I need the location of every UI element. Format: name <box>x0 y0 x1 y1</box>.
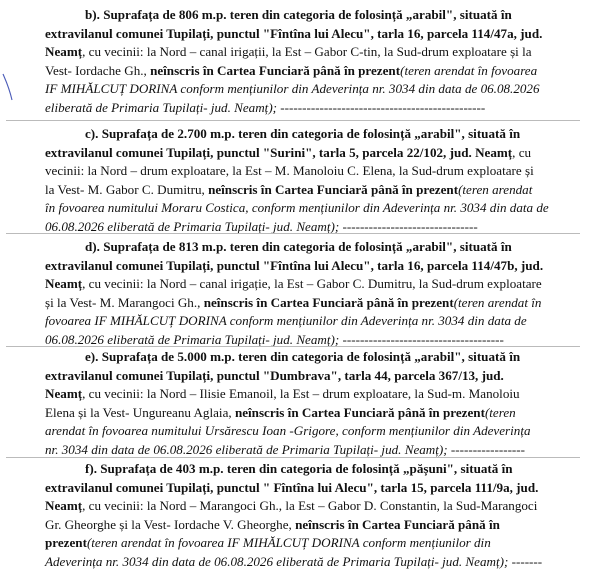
text-line <box>5 553 580 572</box>
text-run: extravilanul comunei Tupilați, punctul "Fîntîna lui Alecu", tarla 16, parcela 114/47a, jud. <box>45 25 543 41</box>
text-run: (teren arendat în fovoarea IF MIHĂLCUȚ DORINA conform mențiunilor din <box>86 535 491 551</box>
text-run: Elena și la Vest- Ungureanu Aglaia, <box>45 404 235 420</box>
text-line <box>5 404 580 423</box>
text-run: vecinii: la Nord – drum exploatare, la Est – M. Manoloiu C. Elena, la Sud-drum exploatare și <box>45 163 534 179</box>
text-line <box>5 385 580 404</box>
text-run: , cu vecinii: la Nord – Ilisie Emanoil, la Est – drum exploatare, la Sud-m. Manoloiu <box>82 386 520 402</box>
text-run: neînscris în Cartea Funciară până în prezent <box>150 62 401 78</box>
text-run: neînscris în Cartea Funciară până în prezent <box>234 404 485 420</box>
text-run: și la Vest- M. Marangoci Gh., <box>45 294 204 310</box>
text-run: e). Suprafața de 5.000 m.p. teren din categoria de folosință „arabil", situată în <box>85 349 521 364</box>
text-line <box>5 294 580 313</box>
text-run: fovoarea IF MIHĂLCUȚ DORINA conform mențiunilor din Adeverința nr. 3034 din data de <box>45 313 527 329</box>
text-run: prezent <box>45 535 87 551</box>
separator-rule <box>6 457 580 458</box>
text-run: neînscris în Cartea Funciară până în prezent <box>208 181 459 197</box>
text-run: d). Suprafața de 813 m.p. teren din categoria de folosință „arabil", situată în <box>85 239 512 254</box>
text-run: c). Suprafața de 2.700 m.p. teren din categoria de folosință „arabil", situată în <box>85 126 521 141</box>
text-run: neînscris în Cartea Funciară până în prezent <box>203 294 454 310</box>
text-line <box>5 422 580 441</box>
paragraph-b <box>5 6 580 118</box>
text-run: eliberată de Primaria Tupilați- jud. Neamț); ----------------------------------------------- <box>45 99 486 115</box>
separator-rule <box>6 346 580 347</box>
text-line <box>5 62 580 81</box>
text-line <box>5 238 580 257</box>
text-run: extravilanul comunei Tupilați, punctul "Dumbrava", tarla 44, parcela 367/13, jud. <box>45 367 504 383</box>
text-run: , cu vecinii: la Nord – Marangoci Gh., la Est – Gabor D. Constantin, la Sud-Marangoci <box>82 498 538 514</box>
text-run: , cu <box>512 144 532 160</box>
text-line <box>5 6 580 25</box>
separator-rule <box>6 233 580 234</box>
text-run: 06.08.2026 eliberată de Primaria Tupilați- jud. Neamț); ------------------------------------- <box>45 331 504 347</box>
text-run: neînscris în Cartea Funciară până în <box>295 516 500 532</box>
text-line <box>5 181 580 200</box>
text-run: b). Suprafața de 806 m.p. teren din categoria de folosință „arabil", situată în <box>85 7 512 22</box>
text-run: Neamț <box>45 44 83 60</box>
text-run: (teren arendat în fovoarea <box>400 62 538 78</box>
paragraph-f <box>5 460 580 572</box>
text-line <box>5 275 580 294</box>
text-line <box>5 80 580 99</box>
text-run: Adeverința nr. 3034 din data de 06.08.2026 eliberată de Primaria Tupilați- jud. Neamț); ------- <box>45 553 543 569</box>
text-run: Vest- Iordache Gh., <box>45 62 151 78</box>
text-run: extravilanul comunei Tupilați, punctul "Fîntîna lui Alecu", tarla 16, parcela 114/47b, jud. <box>45 257 544 273</box>
text-line <box>5 257 580 276</box>
text-line <box>5 43 580 62</box>
text-run: extravilanul comunei Tupilați, punctul " Fîntîna lui Alecu", tarla 15, parcela 111/9a, jud. <box>45 479 539 495</box>
text-line <box>5 125 580 144</box>
text-line <box>5 199 580 218</box>
text-run: Gr. Gheorghe și la Vest- Iordache V. Gheorghe, <box>45 516 296 532</box>
text-run: (teren arendat în <box>453 294 542 310</box>
text-run: la Vest- M. Gabor C. Dumitru, <box>45 181 209 197</box>
text-line <box>5 534 580 553</box>
text-line <box>5 99 580 118</box>
text-line <box>5 460 580 479</box>
text-run: Neamț <box>45 386 83 402</box>
text-line <box>5 497 580 516</box>
text-line <box>5 25 580 44</box>
text-run: în fovoarea numitului Moraru Costica, conform mențiunilor din Adeverința nr. 3034 din data de <box>45 200 549 216</box>
text-run: (teren arendat <box>458 181 533 197</box>
separator-rule <box>6 120 580 121</box>
text-line <box>5 516 580 535</box>
text-run: IF MIHĂLCUȚ DORINA conform mențiunilor din Adeverința nr. 3034 din data de 06.08.2026 <box>45 81 540 97</box>
text-run: , cu vecinii: la Nord – canal irigație, la Est – Gabor C. Dumitru, la Sud-drum exploatare <box>82 276 542 292</box>
paragraph-c <box>5 125 580 237</box>
text-line <box>5 479 580 498</box>
text-line <box>5 312 580 331</box>
text-run: Neamț <box>45 498 83 514</box>
text-line <box>5 367 580 386</box>
paragraph-e <box>5 348 580 460</box>
text-run: (teren <box>484 404 516 420</box>
text-line <box>5 162 580 181</box>
paragraph-d <box>5 238 580 350</box>
text-run: extravilanul comunei Tupilați, punctul "Surini", tarla 5, parcela 22/102, jud. Neamț <box>45 144 513 160</box>
text-run: f). Suprafața de 403 m.p. teren din categoria de folosință „pășuni", situată în <box>85 461 513 476</box>
text-run: 06.08.2026 eliberată de Primaria Tupilați- jud. Neamț); ------------------------------- <box>45 218 478 234</box>
text-line <box>5 348 580 367</box>
text-run: , cu vecinii: la Nord – canal irigații, la Est – Gabor C-tin, la Sud-drum exploatare și la <box>82 44 532 60</box>
text-run: nr. 3034 din data de 06.08.2026 eliberată de Primaria Tupilați- jud. Neamț); ----------------- <box>45 441 526 457</box>
text-run: Neamț <box>45 276 83 292</box>
text-line <box>5 144 580 163</box>
text-run: arendat în fovoarea numitului Ursărescu Ioan -Grigore, conform mențiunilor din Adeverința <box>45 423 531 439</box>
